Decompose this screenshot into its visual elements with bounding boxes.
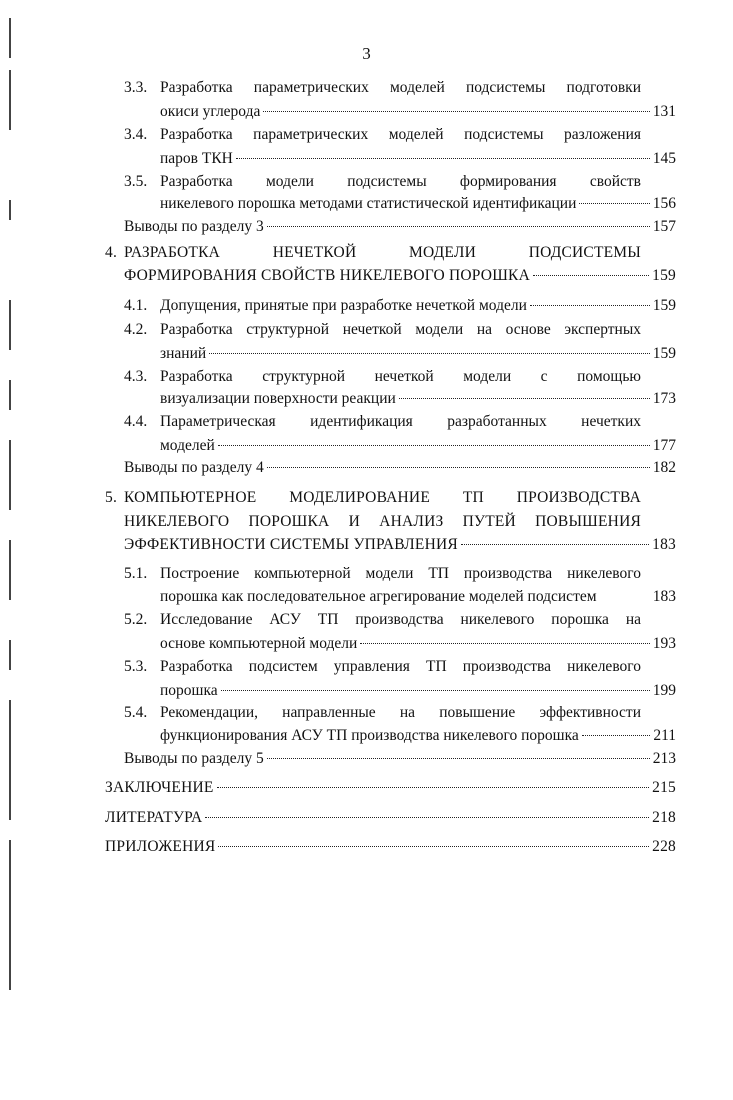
toc-item-3-4[interactable] — [160, 149, 676, 169]
toc-item-number: 4.4. — [124, 413, 148, 430]
leader-dots — [533, 274, 649, 276]
toc-page-number: 183 — [652, 588, 676, 605]
toc-item-title: Выводы по разделу 5 — [124, 750, 264, 767]
toc-page-number: 173 — [652, 390, 676, 407]
toc-item-title-line: никелевого порошка методами статистической идентификации — [160, 195, 577, 212]
toc-item-title-line: Разработка параметрических моделей подсистемы подготовки — [160, 79, 641, 96]
toc-item-title: Выводы по разделу 4 — [124, 459, 264, 476]
leader-dots — [579, 202, 649, 204]
leader-dots — [267, 466, 650, 468]
toc-item-3-3[interactable] — [160, 102, 676, 122]
toc-item-title-line: визуализации поверхности реакции — [160, 390, 396, 407]
toc-chapter-title-line: ФОРМИРОВАНИЯ СВОЙСТВ НИКЕЛЕВОГО ПОРОШКА — [124, 267, 530, 284]
toc-page-number: 156 — [652, 195, 676, 212]
toc-item-4-1[interactable] — [160, 296, 676, 316]
toc-item-appendices[interactable] — [105, 837, 676, 857]
toc-item-title-line: Разработка структурной нечеткой модели с помощью — [160, 368, 641, 385]
leader-dots — [236, 157, 650, 159]
toc-item-literature[interactable] — [105, 808, 676, 828]
toc-item-5-3[interactable] — [160, 681, 676, 701]
leader-dots — [582, 734, 651, 736]
toc-page-number: 199 — [652, 682, 676, 699]
toc-page-number: 177 — [652, 437, 676, 454]
toc-page-number: 159 — [652, 345, 676, 362]
toc-item-number: 3.3. — [124, 79, 148, 96]
toc-item-number: 3.4. — [124, 126, 148, 143]
toc-page-number: 193 — [652, 635, 676, 652]
toc-item-conclusions-3[interactable] — [124, 217, 676, 237]
toc-item-conclusions-5[interactable] — [124, 749, 676, 769]
leader-dots — [218, 444, 650, 446]
leader-dots — [399, 397, 650, 399]
toc-item-5-2[interactable] — [160, 634, 676, 654]
toc-item-title-line: Разработка структурной нечеткой модели на основе экспертных — [160, 321, 641, 338]
toc-item-title: Выводы по разделу 3 — [124, 218, 264, 235]
toc-item-title-line: Исследование АСУ ТП производства никелевого порошка на — [160, 611, 641, 628]
toc-item-3-5[interactable] — [160, 194, 676, 214]
leader-dots — [267, 225, 650, 227]
toc-item-conclusion[interactable] — [105, 778, 676, 798]
toc-item-title-line: Разработка модели подсистемы формирования свойств — [160, 173, 641, 190]
toc-item-title-line: окиси углерода — [160, 103, 261, 120]
toc-chapter-4[interactable] — [124, 266, 676, 286]
toc-item-5-1[interactable] — [160, 587, 676, 607]
leader-dots — [530, 304, 650, 306]
toc-chapter-5[interactable] — [124, 535, 676, 555]
toc-item-title-line: Параметрическая идентификация разработанных нечетких — [160, 413, 641, 430]
toc-page-number: 145 — [652, 150, 676, 167]
toc-item-title-line: паров ТКН — [160, 150, 233, 167]
toc-chapter-number: 4. — [105, 244, 118, 261]
toc-item-5-4[interactable] — [160, 726, 676, 746]
leader-dots — [221, 689, 650, 691]
toc-item-title-line: порошка как последовательное агрегирование моделей подсистем — [160, 588, 597, 605]
toc-page-number: 157 — [652, 218, 676, 235]
leader-dots — [600, 596, 650, 597]
toc-item-4-4[interactable] — [160, 436, 676, 456]
toc-item-title: ПРИЛОЖЕНИЯ — [105, 838, 216, 855]
toc-item-title-line: основе компьютерной модели — [160, 635, 358, 652]
toc-item-title-line: Рекомендации, направленные на повышение эффективности — [160, 704, 641, 721]
toc-item-number: 5.3. — [124, 658, 148, 675]
toc-page-number: 213 — [652, 750, 676, 767]
toc-item-title-line: Разработка подсистем управления ТП производства никелевого — [160, 658, 641, 675]
toc-page-number: 215 — [652, 779, 676, 796]
leader-dots — [218, 845, 649, 847]
toc-page-number: 183 — [652, 536, 676, 553]
toc-page-number: 182 — [652, 459, 676, 476]
leader-dots — [217, 786, 650, 788]
toc-page-number: 211 — [653, 727, 676, 744]
toc-page-number: 159 — [652, 297, 676, 314]
leader-dots — [461, 543, 649, 545]
leader-dots — [205, 816, 649, 818]
toc-chapter-title-line: РАЗРАБОТКА НЕЧЕТКОЙ МОДЕЛИ ПОДСИСТЕМЫ — [124, 244, 641, 261]
toc-item-title-line: функционирования АСУ ТП производства никелевого порошка — [160, 727, 579, 744]
toc-item-title-line: Построение компьютерной модели ТП производства никелевого — [160, 565, 641, 582]
toc-chapter-title-line: НИКЕЛЕВОГО ПОРОШКА И АНАЛИЗ ПУТЕЙ ПОВЫШЕНИЯ — [124, 513, 641, 530]
toc-chapter-title-line: ЭФФЕКТИВНОСТИ СИСТЕМЫ УПРАВЛЕНИЯ — [124, 536, 458, 553]
leader-dots — [209, 352, 650, 354]
toc-item-title-line: Разработка параметрических моделей подсистемы разложения — [160, 126, 641, 143]
toc-chapter-title-line: КОМПЬЮТЕРНОЕ МОДЕЛИРОВАНИЕ ТП ПРОИЗВОДСТВА — [124, 489, 641, 506]
page-number: 3 — [362, 44, 371, 63]
toc-chapter-number: 5. — [105, 489, 118, 506]
toc-item-4-2[interactable] — [160, 344, 676, 364]
toc-item-number: 3.5. — [124, 173, 148, 190]
leader-dots — [360, 642, 649, 644]
leader-dots — [263, 110, 649, 112]
toc-item-conclusions-4[interactable] — [124, 458, 676, 478]
toc-item-number: 4.3. — [124, 368, 148, 385]
toc-item-number: 4.1. — [124, 297, 148, 314]
toc-item-4-3[interactable] — [160, 389, 676, 409]
toc-page-number: 131 — [652, 103, 676, 120]
leader-dots — [267, 757, 650, 759]
toc-item-number: 5.2. — [124, 611, 148, 628]
toc-item-title: ЛИТЕРАТУРА — [105, 809, 203, 826]
toc-item-title-line: Допущения, принятые при разработке нечеткой модели — [160, 297, 527, 314]
toc-item-number: 5.1. — [124, 565, 148, 582]
toc-item-number: 5.4. — [124, 704, 148, 721]
toc-item-title-line: моделей — [160, 437, 215, 454]
toc-item-number: 4.2. — [124, 321, 148, 338]
toc-item-title-line: знаний — [160, 345, 207, 362]
toc-page-number: 228 — [652, 838, 676, 855]
toc-item-title-line: порошка — [160, 682, 218, 699]
toc-page-number: 159 — [652, 267, 676, 284]
toc-page-number: 218 — [652, 809, 676, 826]
toc-item-title: ЗАКЛЮЧЕНИЕ — [105, 779, 214, 796]
